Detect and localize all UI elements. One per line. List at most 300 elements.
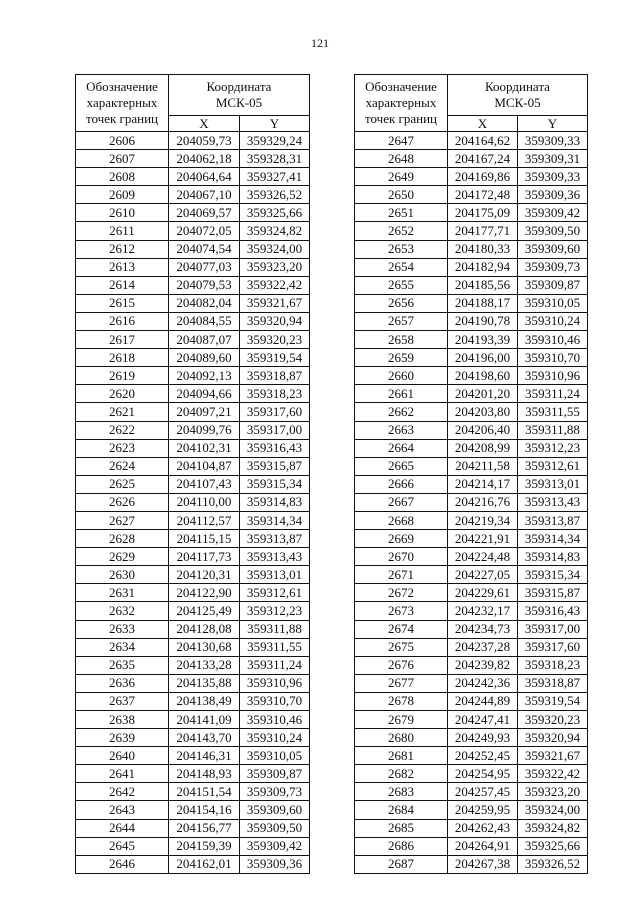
x-coordinate-cell: 204182,94 bbox=[448, 258, 518, 276]
x-coordinate-cell: 204102,31 bbox=[169, 439, 240, 457]
y-coordinate-cell: 359318,87 bbox=[518, 674, 588, 692]
point-number-cell: 2662 bbox=[355, 403, 448, 421]
table-row bbox=[76, 729, 310, 747]
x-coordinate-cell: 204190,78 bbox=[448, 312, 518, 330]
point-number-cell: 2681 bbox=[355, 747, 448, 765]
point-number-cell: 2613 bbox=[76, 258, 169, 276]
table-row bbox=[76, 656, 310, 674]
point-number-cell: 2626 bbox=[76, 493, 169, 511]
point-number-cell: 2686 bbox=[355, 837, 448, 855]
y-coordinate-cell: 359319,54 bbox=[518, 692, 588, 710]
y-coordinate-cell: 359315,87 bbox=[518, 584, 588, 602]
y-coordinate-cell: 359316,43 bbox=[240, 439, 310, 457]
point-number-cell: 2627 bbox=[76, 511, 169, 529]
table-row bbox=[76, 765, 310, 783]
y-coordinate-cell: 359314,83 bbox=[240, 493, 310, 511]
table-row bbox=[76, 186, 310, 204]
point-number-cell: 2650 bbox=[355, 186, 448, 204]
x-coordinate-cell: 204196,00 bbox=[448, 349, 518, 367]
y-coordinate-cell: 359310,70 bbox=[518, 349, 588, 367]
point-number-cell: 2624 bbox=[76, 457, 169, 475]
table-row bbox=[355, 132, 588, 150]
table-row bbox=[355, 819, 588, 837]
y-coordinate-cell: 359310,96 bbox=[518, 367, 588, 385]
y-coordinate-cell: 359309,60 bbox=[518, 240, 588, 258]
point-number-cell: 2665 bbox=[355, 457, 448, 475]
table-row bbox=[76, 511, 310, 529]
x-coordinate-cell: 204244,89 bbox=[448, 692, 518, 710]
table-row bbox=[76, 421, 310, 439]
table-row bbox=[76, 837, 310, 855]
y-coordinate-cell: 359324,00 bbox=[518, 801, 588, 819]
table-row bbox=[355, 511, 588, 529]
y-coordinate-cell: 359313,87 bbox=[240, 530, 310, 548]
table-row bbox=[76, 367, 310, 385]
y-coordinate-cell: 359318,23 bbox=[518, 656, 588, 674]
table-row bbox=[76, 403, 310, 421]
table-row bbox=[76, 548, 310, 566]
x-coordinate-cell: 204239,82 bbox=[448, 656, 518, 674]
header-point-label: Обозначение характерных точек границ bbox=[355, 75, 448, 132]
table-row bbox=[76, 711, 310, 729]
x-coordinate-cell: 204206,40 bbox=[448, 421, 518, 439]
table-row bbox=[355, 240, 588, 258]
table-row bbox=[76, 168, 310, 186]
table-row bbox=[76, 349, 310, 367]
y-coordinate-cell: 359309,87 bbox=[518, 276, 588, 294]
table-row bbox=[355, 150, 588, 168]
point-number-cell: 2658 bbox=[355, 331, 448, 349]
point-number-cell: 2608 bbox=[76, 168, 169, 186]
x-coordinate-cell: 204112,57 bbox=[169, 511, 240, 529]
point-number-cell: 2667 bbox=[355, 493, 448, 511]
point-number-cell: 2655 bbox=[355, 276, 448, 294]
y-coordinate-cell: 359317,60 bbox=[240, 403, 310, 421]
table-row bbox=[355, 711, 588, 729]
x-coordinate-cell: 204077,03 bbox=[169, 258, 240, 276]
x-coordinate-cell: 204059,73 bbox=[169, 132, 240, 150]
table-row bbox=[76, 530, 310, 548]
x-coordinate-cell: 204067,10 bbox=[169, 186, 240, 204]
table-row bbox=[76, 638, 310, 656]
table-row bbox=[76, 439, 310, 457]
point-number-cell: 2671 bbox=[355, 566, 448, 584]
point-number-cell: 2632 bbox=[76, 602, 169, 620]
x-coordinate-cell: 204094,66 bbox=[169, 385, 240, 403]
x-coordinate-cell: 204138,49 bbox=[169, 692, 240, 710]
table-row bbox=[355, 294, 588, 312]
point-number-cell: 2611 bbox=[76, 222, 169, 240]
y-coordinate-cell: 359318,23 bbox=[240, 385, 310, 403]
x-coordinate-cell: 204164,62 bbox=[448, 132, 518, 150]
table-row bbox=[355, 258, 588, 276]
y-coordinate-cell: 359316,43 bbox=[518, 602, 588, 620]
y-coordinate-cell: 359324,82 bbox=[240, 222, 310, 240]
x-coordinate-cell: 204175,09 bbox=[448, 204, 518, 222]
table-row bbox=[76, 222, 310, 240]
y-coordinate-cell: 359314,83 bbox=[518, 548, 588, 566]
point-number-cell: 2657 bbox=[355, 312, 448, 330]
x-coordinate-cell: 204262,43 bbox=[448, 819, 518, 837]
point-number-cell: 2606 bbox=[76, 132, 169, 150]
x-coordinate-cell: 204087,07 bbox=[169, 331, 240, 349]
point-number-cell: 2610 bbox=[76, 204, 169, 222]
coordinates-table-right bbox=[354, 74, 588, 874]
x-coordinate-cell: 204169,86 bbox=[448, 168, 518, 186]
x-coordinate-cell: 204216,76 bbox=[448, 493, 518, 511]
y-coordinate-cell: 359322,42 bbox=[240, 276, 310, 294]
y-coordinate-cell: 359310,46 bbox=[240, 711, 310, 729]
y-coordinate-cell: 359309,87 bbox=[240, 765, 310, 783]
x-coordinate-cell: 204092,13 bbox=[169, 367, 240, 385]
table-row bbox=[355, 331, 588, 349]
table-row bbox=[76, 493, 310, 511]
x-coordinate-cell: 204188,17 bbox=[448, 294, 518, 312]
x-coordinate-cell: 204219,34 bbox=[448, 511, 518, 529]
y-coordinate-cell: 359325,66 bbox=[518, 837, 588, 855]
table-row bbox=[76, 475, 310, 493]
table-row bbox=[355, 602, 588, 620]
y-coordinate-cell: 359320,94 bbox=[518, 729, 588, 747]
y-coordinate-cell: 359321,67 bbox=[240, 294, 310, 312]
y-coordinate-cell: 359322,42 bbox=[518, 765, 588, 783]
coordinates-table-left bbox=[75, 74, 310, 874]
y-coordinate-cell: 359312,61 bbox=[518, 457, 588, 475]
table-row bbox=[355, 367, 588, 385]
y-coordinate-cell: 359309,60 bbox=[240, 801, 310, 819]
y-coordinate-cell: 359313,43 bbox=[240, 548, 310, 566]
y-coordinate-cell: 359314,34 bbox=[240, 511, 310, 529]
point-number-cell: 2647 bbox=[355, 132, 448, 150]
point-number-cell: 2615 bbox=[76, 294, 169, 312]
table-row bbox=[76, 602, 310, 620]
table-row bbox=[355, 855, 588, 873]
x-coordinate-cell: 204167,24 bbox=[448, 150, 518, 168]
point-number-cell: 2684 bbox=[355, 801, 448, 819]
table-row bbox=[355, 620, 588, 638]
y-coordinate-cell: 359310,96 bbox=[240, 674, 310, 692]
point-number-cell: 2680 bbox=[355, 729, 448, 747]
y-coordinate-cell: 359313,43 bbox=[518, 493, 588, 511]
y-coordinate-cell: 359324,00 bbox=[240, 240, 310, 258]
y-coordinate-cell: 359315,34 bbox=[518, 566, 588, 584]
header-point-label: Обозначение характерных точек границ bbox=[76, 75, 169, 132]
x-coordinate-cell: 204097,21 bbox=[169, 403, 240, 421]
point-number-cell: 2656 bbox=[355, 294, 448, 312]
point-number-cell: 2659 bbox=[355, 349, 448, 367]
x-coordinate-cell: 204180,33 bbox=[448, 240, 518, 258]
table-row bbox=[355, 403, 588, 421]
y-coordinate-cell: 359323,20 bbox=[518, 783, 588, 801]
table-row bbox=[355, 186, 588, 204]
y-coordinate-cell: 359312,23 bbox=[518, 439, 588, 457]
table-row bbox=[355, 439, 588, 457]
point-number-cell: 2677 bbox=[355, 674, 448, 692]
point-number-cell: 2643 bbox=[76, 801, 169, 819]
x-coordinate-cell: 204237,28 bbox=[448, 638, 518, 656]
table-row bbox=[355, 421, 588, 439]
x-coordinate-cell: 204115,15 bbox=[169, 530, 240, 548]
x-coordinate-cell: 204099,76 bbox=[169, 421, 240, 439]
table-row bbox=[355, 656, 588, 674]
y-coordinate-cell: 359309,36 bbox=[240, 855, 310, 873]
point-number-cell: 2683 bbox=[355, 783, 448, 801]
point-number-cell: 2625 bbox=[76, 475, 169, 493]
y-coordinate-cell: 359326,52 bbox=[240, 186, 310, 204]
point-number-cell: 2687 bbox=[355, 855, 448, 873]
x-coordinate-cell: 204151,54 bbox=[169, 783, 240, 801]
y-coordinate-cell: 359317,00 bbox=[240, 421, 310, 439]
x-coordinate-cell: 204159,39 bbox=[169, 837, 240, 855]
table-row bbox=[76, 783, 310, 801]
x-coordinate-cell: 204069,57 bbox=[169, 204, 240, 222]
x-coordinate-cell: 204193,39 bbox=[448, 331, 518, 349]
x-coordinate-cell: 204143,70 bbox=[169, 729, 240, 747]
point-number-cell: 2634 bbox=[76, 638, 169, 656]
y-coordinate-cell: 359310,24 bbox=[518, 312, 588, 330]
y-coordinate-cell: 359309,73 bbox=[518, 258, 588, 276]
x-coordinate-cell: 204128,08 bbox=[169, 620, 240, 638]
point-number-cell: 2651 bbox=[355, 204, 448, 222]
x-coordinate-cell: 204242,36 bbox=[448, 674, 518, 692]
point-number-cell: 2644 bbox=[76, 819, 169, 837]
point-number-cell: 2645 bbox=[76, 837, 169, 855]
table-row bbox=[355, 548, 588, 566]
table-row bbox=[355, 312, 588, 330]
y-coordinate-cell: 359319,54 bbox=[240, 349, 310, 367]
y-coordinate-cell: 359329,24 bbox=[240, 132, 310, 150]
x-coordinate-cell: 204264,91 bbox=[448, 837, 518, 855]
point-number-cell: 2633 bbox=[76, 620, 169, 638]
table-row bbox=[355, 801, 588, 819]
point-number-cell: 2674 bbox=[355, 620, 448, 638]
table-row bbox=[355, 765, 588, 783]
table-row bbox=[355, 638, 588, 656]
header-x: X bbox=[448, 116, 518, 132]
x-coordinate-cell: 204089,60 bbox=[169, 349, 240, 367]
y-coordinate-cell: 359310,70 bbox=[240, 692, 310, 710]
x-coordinate-cell: 204254,95 bbox=[448, 765, 518, 783]
y-coordinate-cell: 359327,41 bbox=[240, 168, 310, 186]
table-row bbox=[76, 204, 310, 222]
table-row bbox=[76, 331, 310, 349]
point-number-cell: 2673 bbox=[355, 602, 448, 620]
y-coordinate-cell: 359309,50 bbox=[240, 819, 310, 837]
x-coordinate-cell: 204259,95 bbox=[448, 801, 518, 819]
table-row bbox=[355, 457, 588, 475]
point-number-cell: 2664 bbox=[355, 439, 448, 457]
table-row bbox=[355, 385, 588, 403]
table-row bbox=[76, 747, 310, 765]
point-number-cell: 2631 bbox=[76, 584, 169, 602]
y-coordinate-cell: 359313,01 bbox=[240, 566, 310, 584]
point-number-cell: 2622 bbox=[76, 421, 169, 439]
x-coordinate-cell: 204249,93 bbox=[448, 729, 518, 747]
point-number-cell: 2618 bbox=[76, 349, 169, 367]
point-number-cell: 2675 bbox=[355, 638, 448, 656]
y-coordinate-cell: 359309,50 bbox=[518, 222, 588, 240]
y-coordinate-cell: 359313,01 bbox=[518, 475, 588, 493]
y-coordinate-cell: 359321,67 bbox=[518, 747, 588, 765]
y-coordinate-cell: 359309,42 bbox=[240, 837, 310, 855]
x-coordinate-cell: 204201,20 bbox=[448, 385, 518, 403]
table-row bbox=[355, 674, 588, 692]
x-coordinate-cell: 204234,73 bbox=[448, 620, 518, 638]
x-coordinate-cell: 204203,80 bbox=[448, 403, 518, 421]
y-coordinate-cell: 359311,24 bbox=[240, 656, 310, 674]
y-coordinate-cell: 359314,34 bbox=[518, 530, 588, 548]
table-row bbox=[76, 258, 310, 276]
table-row bbox=[355, 566, 588, 584]
x-coordinate-cell: 204135,88 bbox=[169, 674, 240, 692]
point-number-cell: 2609 bbox=[76, 186, 169, 204]
point-number-cell: 2652 bbox=[355, 222, 448, 240]
table-row bbox=[76, 819, 310, 837]
x-coordinate-cell: 204156,77 bbox=[169, 819, 240, 837]
table-row bbox=[76, 801, 310, 819]
point-number-cell: 2672 bbox=[355, 584, 448, 602]
x-coordinate-cell: 204229,61 bbox=[448, 584, 518, 602]
y-coordinate-cell: 359324,82 bbox=[518, 819, 588, 837]
x-coordinate-cell: 204208,99 bbox=[448, 439, 518, 457]
table-row bbox=[76, 240, 310, 258]
y-coordinate-cell: 359309,42 bbox=[518, 204, 588, 222]
x-coordinate-cell: 204185,56 bbox=[448, 276, 518, 294]
y-coordinate-cell: 359315,34 bbox=[240, 475, 310, 493]
x-coordinate-cell: 204122,90 bbox=[169, 584, 240, 602]
x-coordinate-cell: 204074,54 bbox=[169, 240, 240, 258]
x-coordinate-cell: 204148,93 bbox=[169, 765, 240, 783]
table-row bbox=[76, 457, 310, 475]
y-coordinate-cell: 359318,87 bbox=[240, 367, 310, 385]
y-coordinate-cell: 359309,36 bbox=[518, 186, 588, 204]
x-coordinate-cell: 204221,91 bbox=[448, 530, 518, 548]
y-coordinate-cell: 359311,55 bbox=[518, 403, 588, 421]
y-coordinate-cell: 359312,61 bbox=[240, 584, 310, 602]
point-number-cell: 2639 bbox=[76, 729, 169, 747]
y-coordinate-cell: 359312,23 bbox=[240, 602, 310, 620]
x-coordinate-cell: 204214,17 bbox=[448, 475, 518, 493]
x-coordinate-cell: 204125,49 bbox=[169, 602, 240, 620]
point-number-cell: 2614 bbox=[76, 276, 169, 294]
point-number-cell: 2617 bbox=[76, 331, 169, 349]
point-number-cell: 2679 bbox=[355, 711, 448, 729]
point-number-cell: 2640 bbox=[76, 747, 169, 765]
table-row bbox=[355, 747, 588, 765]
point-number-cell: 2623 bbox=[76, 439, 169, 457]
x-coordinate-cell: 204117,73 bbox=[169, 548, 240, 566]
point-number-cell: 2678 bbox=[355, 692, 448, 710]
point-number-cell: 2641 bbox=[76, 765, 169, 783]
y-coordinate-cell: 359317,00 bbox=[518, 620, 588, 638]
x-coordinate-cell: 204146,31 bbox=[169, 747, 240, 765]
point-number-cell: 2670 bbox=[355, 548, 448, 566]
y-coordinate-cell: 359309,33 bbox=[518, 132, 588, 150]
y-coordinate-cell: 359310,05 bbox=[240, 747, 310, 765]
point-number-cell: 2628 bbox=[76, 530, 169, 548]
x-coordinate-cell: 204082,04 bbox=[169, 294, 240, 312]
x-coordinate-cell: 204177,71 bbox=[448, 222, 518, 240]
table-row bbox=[355, 692, 588, 710]
x-coordinate-cell: 204232,17 bbox=[448, 602, 518, 620]
point-number-cell: 2661 bbox=[355, 385, 448, 403]
table-row bbox=[355, 584, 588, 602]
point-number-cell: 2612 bbox=[76, 240, 169, 258]
point-number-cell: 2666 bbox=[355, 475, 448, 493]
table-row bbox=[76, 584, 310, 602]
point-number-cell: 2630 bbox=[76, 566, 169, 584]
y-coordinate-cell: 359326,52 bbox=[518, 855, 588, 873]
x-coordinate-cell: 204154,16 bbox=[169, 801, 240, 819]
x-coordinate-cell: 204062,18 bbox=[169, 150, 240, 168]
table-row bbox=[355, 837, 588, 855]
y-coordinate-cell: 359310,24 bbox=[240, 729, 310, 747]
table-row bbox=[355, 530, 588, 548]
y-coordinate-cell: 359325,66 bbox=[240, 204, 310, 222]
point-number-cell: 2621 bbox=[76, 403, 169, 421]
table-row bbox=[355, 783, 588, 801]
x-coordinate-cell: 204084,55 bbox=[169, 312, 240, 330]
point-number-cell: 2663 bbox=[355, 421, 448, 439]
point-number-cell: 2669 bbox=[355, 530, 448, 548]
table-row bbox=[76, 692, 310, 710]
table-row bbox=[76, 855, 310, 873]
x-coordinate-cell: 204198,60 bbox=[448, 367, 518, 385]
table-row bbox=[355, 729, 588, 747]
point-number-cell: 2638 bbox=[76, 711, 169, 729]
table-row bbox=[76, 566, 310, 584]
y-coordinate-cell: 359310,05 bbox=[518, 294, 588, 312]
y-coordinate-cell: 359323,20 bbox=[240, 258, 310, 276]
x-coordinate-cell: 204104,87 bbox=[169, 457, 240, 475]
x-coordinate-cell: 204130,68 bbox=[169, 638, 240, 656]
header-y: Y bbox=[518, 116, 588, 132]
point-number-cell: 2607 bbox=[76, 150, 169, 168]
page-number: 121 bbox=[311, 36, 329, 50]
point-number-cell: 2653 bbox=[355, 240, 448, 258]
point-number-cell: 2629 bbox=[76, 548, 169, 566]
table-row bbox=[355, 168, 588, 186]
y-coordinate-cell: 359309,33 bbox=[518, 168, 588, 186]
table-row bbox=[355, 349, 588, 367]
x-coordinate-cell: 204141,09 bbox=[169, 711, 240, 729]
point-number-cell: 2649 bbox=[355, 168, 448, 186]
point-number-cell: 2682 bbox=[355, 765, 448, 783]
point-number-cell: 2685 bbox=[355, 819, 448, 837]
point-number-cell: 2646 bbox=[76, 855, 169, 873]
point-number-cell: 2620 bbox=[76, 385, 169, 403]
x-coordinate-cell: 204110,00 bbox=[169, 493, 240, 511]
table-row bbox=[355, 475, 588, 493]
x-coordinate-cell: 204079,53 bbox=[169, 276, 240, 294]
table-row bbox=[76, 620, 310, 638]
x-coordinate-cell: 204172,48 bbox=[448, 186, 518, 204]
x-coordinate-cell: 204257,45 bbox=[448, 783, 518, 801]
y-coordinate-cell: 359309,73 bbox=[240, 783, 310, 801]
point-number-cell: 2619 bbox=[76, 367, 169, 385]
x-coordinate-cell: 204227,05 bbox=[448, 566, 518, 584]
table-row bbox=[76, 294, 310, 312]
point-number-cell: 2616 bbox=[76, 312, 169, 330]
point-number-cell: 2637 bbox=[76, 692, 169, 710]
table-row bbox=[76, 312, 310, 330]
x-coordinate-cell: 204120,31 bbox=[169, 566, 240, 584]
table-row bbox=[355, 222, 588, 240]
point-number-cell: 2660 bbox=[355, 367, 448, 385]
x-coordinate-cell: 204267,38 bbox=[448, 855, 518, 873]
x-coordinate-cell: 204224,48 bbox=[448, 548, 518, 566]
x-coordinate-cell: 204107,43 bbox=[169, 475, 240, 493]
